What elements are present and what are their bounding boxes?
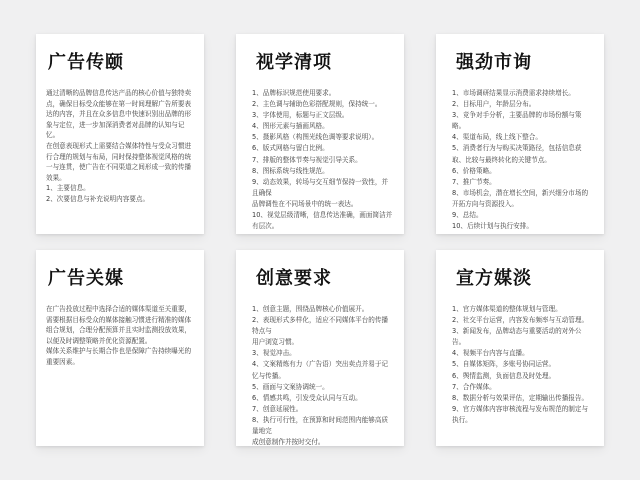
list-item: 3、新闻发布，品牌动态与重要活动的对外公告。: [452, 327, 582, 347]
card-title: 广告传颐: [48, 52, 124, 73]
list-item: 5、摄影风格（构图光线色调等要求说明）。: [252, 133, 379, 142]
card-paragraph: 1、主要信息。: [46, 184, 90, 193]
list-item: 2、主色调与辅助色彩搭配规则，保持统一。: [252, 100, 382, 109]
list-item: 7、排版的整体节奏与视觉引导关系。: [252, 155, 362, 164]
list-item: 3、竞争对手分析，主要品牌的市场份额与策略。: [452, 111, 582, 131]
list-item: 10、后续计划与执行安排。: [452, 222, 533, 231]
card-title: 广告关媒: [48, 268, 124, 289]
list-item: 1、市场调研结果显示消费需求持续增长。: [452, 89, 575, 97]
list-item: 4、图形元素与插画风格。: [252, 122, 329, 131]
card-creative-requirements: [236, 250, 404, 446]
list-item: 3、字体使用，标题与正文层级。: [252, 111, 349, 120]
list-item: 3、视觉冲击。: [252, 349, 296, 358]
list-item: 9、官方媒体内容审核流程与发布规范的制定与执行。: [452, 404, 589, 424]
list-item: 品牌调性在不同场景中的统一表达。: [252, 199, 358, 208]
list-item: 6、舆情监测，负面信息及时处理。: [452, 371, 556, 380]
list-item: 2、社交平台运营，内容发布频率与互动管理。: [452, 316, 589, 325]
list-item: 5、画面与文案协调统一。: [252, 382, 329, 391]
list-item: 6、价格策略。: [452, 166, 496, 175]
card-title: 创意要求: [256, 268, 332, 289]
card-paragraph: 通过清晰的品牌信息传达产品的核心价值与独特卖点，确保目标受众能够在第一时间理解广告所要表达的内容，并且在众多信息中快速识别出品牌的形象与定位，进一步加深消费者对品牌的认知与记忆。: [46, 89, 192, 140]
card-title: 宣方媒淡: [456, 268, 532, 289]
card-list: [446, 304, 594, 426]
list-item: 8、市场机会，潜在增长空间，新兴细分市场的开拓方向与资源投入。: [452, 188, 589, 208]
card-paragraph: 2、次要信息与补充说明内容要点。: [46, 194, 150, 203]
list-item: 2、表现形式多样化，适应不同媒体平台的传播特点与: [252, 316, 389, 336]
list-item: 4、渠道布局，线上线下整合。: [452, 133, 542, 142]
list-item: 5、自媒体矩阵，多账号协同运营。: [452, 360, 556, 369]
list-item: 2、目标用户，年龄层分布。: [452, 100, 536, 109]
list-item: 6、情感共鸣，引发受众认同与互动。: [252, 393, 362, 402]
list-item: 8、图标系统与线性规范。: [252, 166, 329, 175]
list-item: 4、文案精炼有力（广告语）突出卖点并易于记忆与传播。: [252, 360, 389, 380]
card-list: [446, 88, 594, 232]
list-item: 8、数据分析与效果评估，定期输出传播报告。: [452, 393, 589, 402]
card-ad-communication: [36, 34, 204, 234]
list-item: 1、官方媒体渠道的整体规划与管理。: [452, 305, 562, 313]
card-official-media: [436, 250, 604, 446]
list-item: 7、推广节奏。: [452, 177, 496, 186]
list-item: 9、总结。: [452, 211, 483, 220]
list-item: 8、执行可行性，在预算和时间范围内能够高质量地完: [252, 415, 389, 436]
list-item: 5、消费者行为与购买决策路径，包括信息获取、比较与最终转化的关键节点。: [452, 144, 582, 164]
card-paragraph: 媒体关系维护与长期合作也是保障广告持续曝光的重要因素。: [46, 347, 192, 366]
list-item: 6、版式网格与留白比例。: [252, 144, 329, 153]
list-item: 1、创意主题，围绕品牌核心价值展开。: [252, 305, 369, 313]
list-item: 9、动态效果，转场与交互细节保持一致性，并且确保: [252, 177, 389, 197]
card-list: [246, 88, 394, 232]
list-item: 7、合作媒体。: [452, 382, 496, 391]
card-market: [436, 34, 604, 234]
list-item: 用户浏览习惯。: [252, 338, 299, 347]
card-visual-items: [236, 34, 404, 234]
card-title: 强劲市询: [456, 52, 532, 73]
card-paragraph: 在广告投放过程中选择合适的媒体渠道至关重要，需要根据目标受众的媒体接触习惯进行精准的媒体组合规划，合理分配预算并且实时监测投放效果，以便及时调整策略并优化资源配置。: [46, 305, 192, 345]
card-title: 视学清项: [256, 52, 332, 73]
list-item: 成创意制作并按时交付。: [252, 438, 325, 446]
list-item: 1、品牌标识规范使用要求。: [252, 89, 336, 97]
list-item: 7、创意延展性。: [252, 404, 303, 413]
list-item: 4、视频平台内容与直播。: [452, 349, 529, 358]
card-list: [246, 304, 394, 446]
card-ad-media: [36, 250, 204, 446]
list-item: 10、视觉层级清晰，信息传达准确，画面简洁并有层次。: [252, 211, 393, 231]
card-paragraph: 在创意表现形式上需要结合媒体特性与受众习惯进行合理的规划与布局，同时保持整体视觉风格的统一与连贯，使广告在不同渠道之间形成一致的传播效果。: [46, 141, 192, 182]
